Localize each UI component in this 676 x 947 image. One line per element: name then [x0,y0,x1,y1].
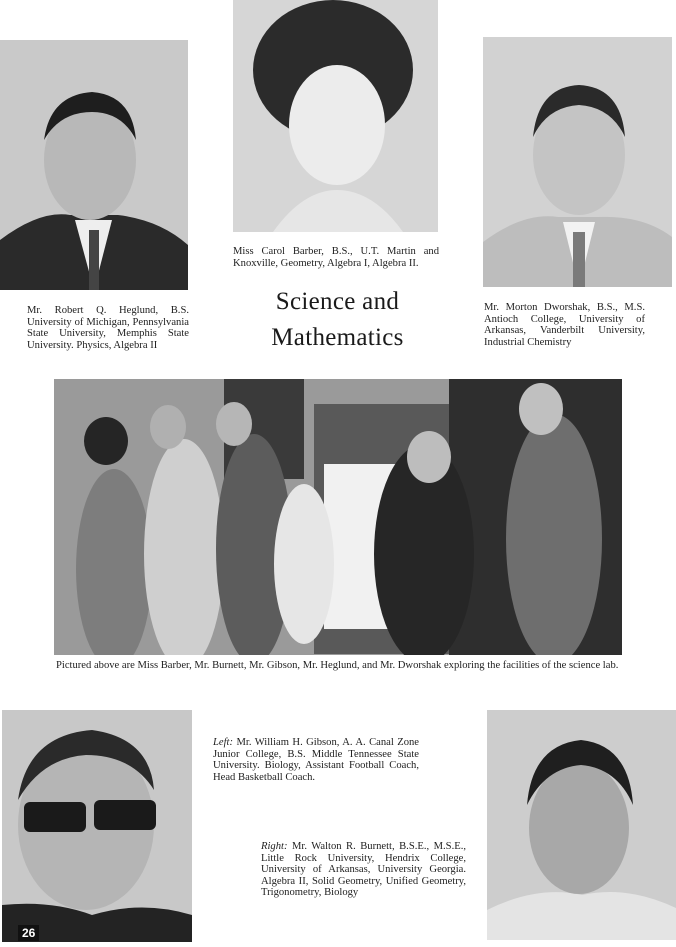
caption-gibson-text: Mr. William H. Gibson, A. A. Canal Zone Junior College, B.S. Middle Tennessee State University. Biology, Assistant Football Coach, Head Basketball Coach. [213,737,420,783]
section-heading [245,284,430,356]
photo-dworshak [483,37,672,287]
photo-heglund [0,40,188,290]
photo-gibson [2,710,192,942]
heading-line-2: Mathematics [271,324,404,351]
photo-group-science-lab [54,379,622,655]
heading-line-1: Science and [275,288,400,315]
photo-barber [233,0,438,232]
photo-burnett [487,710,676,940]
caption-group: Pictured above are Miss Barber, Mr. Burnett, Mr. Gibson, Mr. Heglund, and Mr. Dworshak exploring the facilities of the science lab. [56,660,619,671]
caption-burnett-text: Mr. Walton R. Burnett, B.S.E., M.S.E., Little Rock University, Hendrix College, University of Arkansas, University Georgia. Algebra II, Solid Geometry, Unified Geometry, Trigonometry, Biology [261,841,466,899]
page-number: 26 [18,925,39,941]
caption-gibson-label: Left: [213,737,234,748]
caption-heglund: Mr. Robert Q. Heglund, B.S. University of Michigan, Pennsylvania State University, Memphis State University. Physics, Algebra II [27,305,189,351]
caption-barber: Miss Carol Barber, B.S., U.T. Martin and Knoxville, Geometry, Algebra I, Algebra II. [233,246,439,269]
caption-burnett [261,841,466,899]
caption-gibson [213,737,419,783]
caption-dworshak: Mr. Morton Dworshak, B.S., M.S. Antioch College, University of Arkansas, Vanderbilt University, Industrial Chemistry [484,302,645,348]
caption-burnett-label: Right: [261,841,288,852]
